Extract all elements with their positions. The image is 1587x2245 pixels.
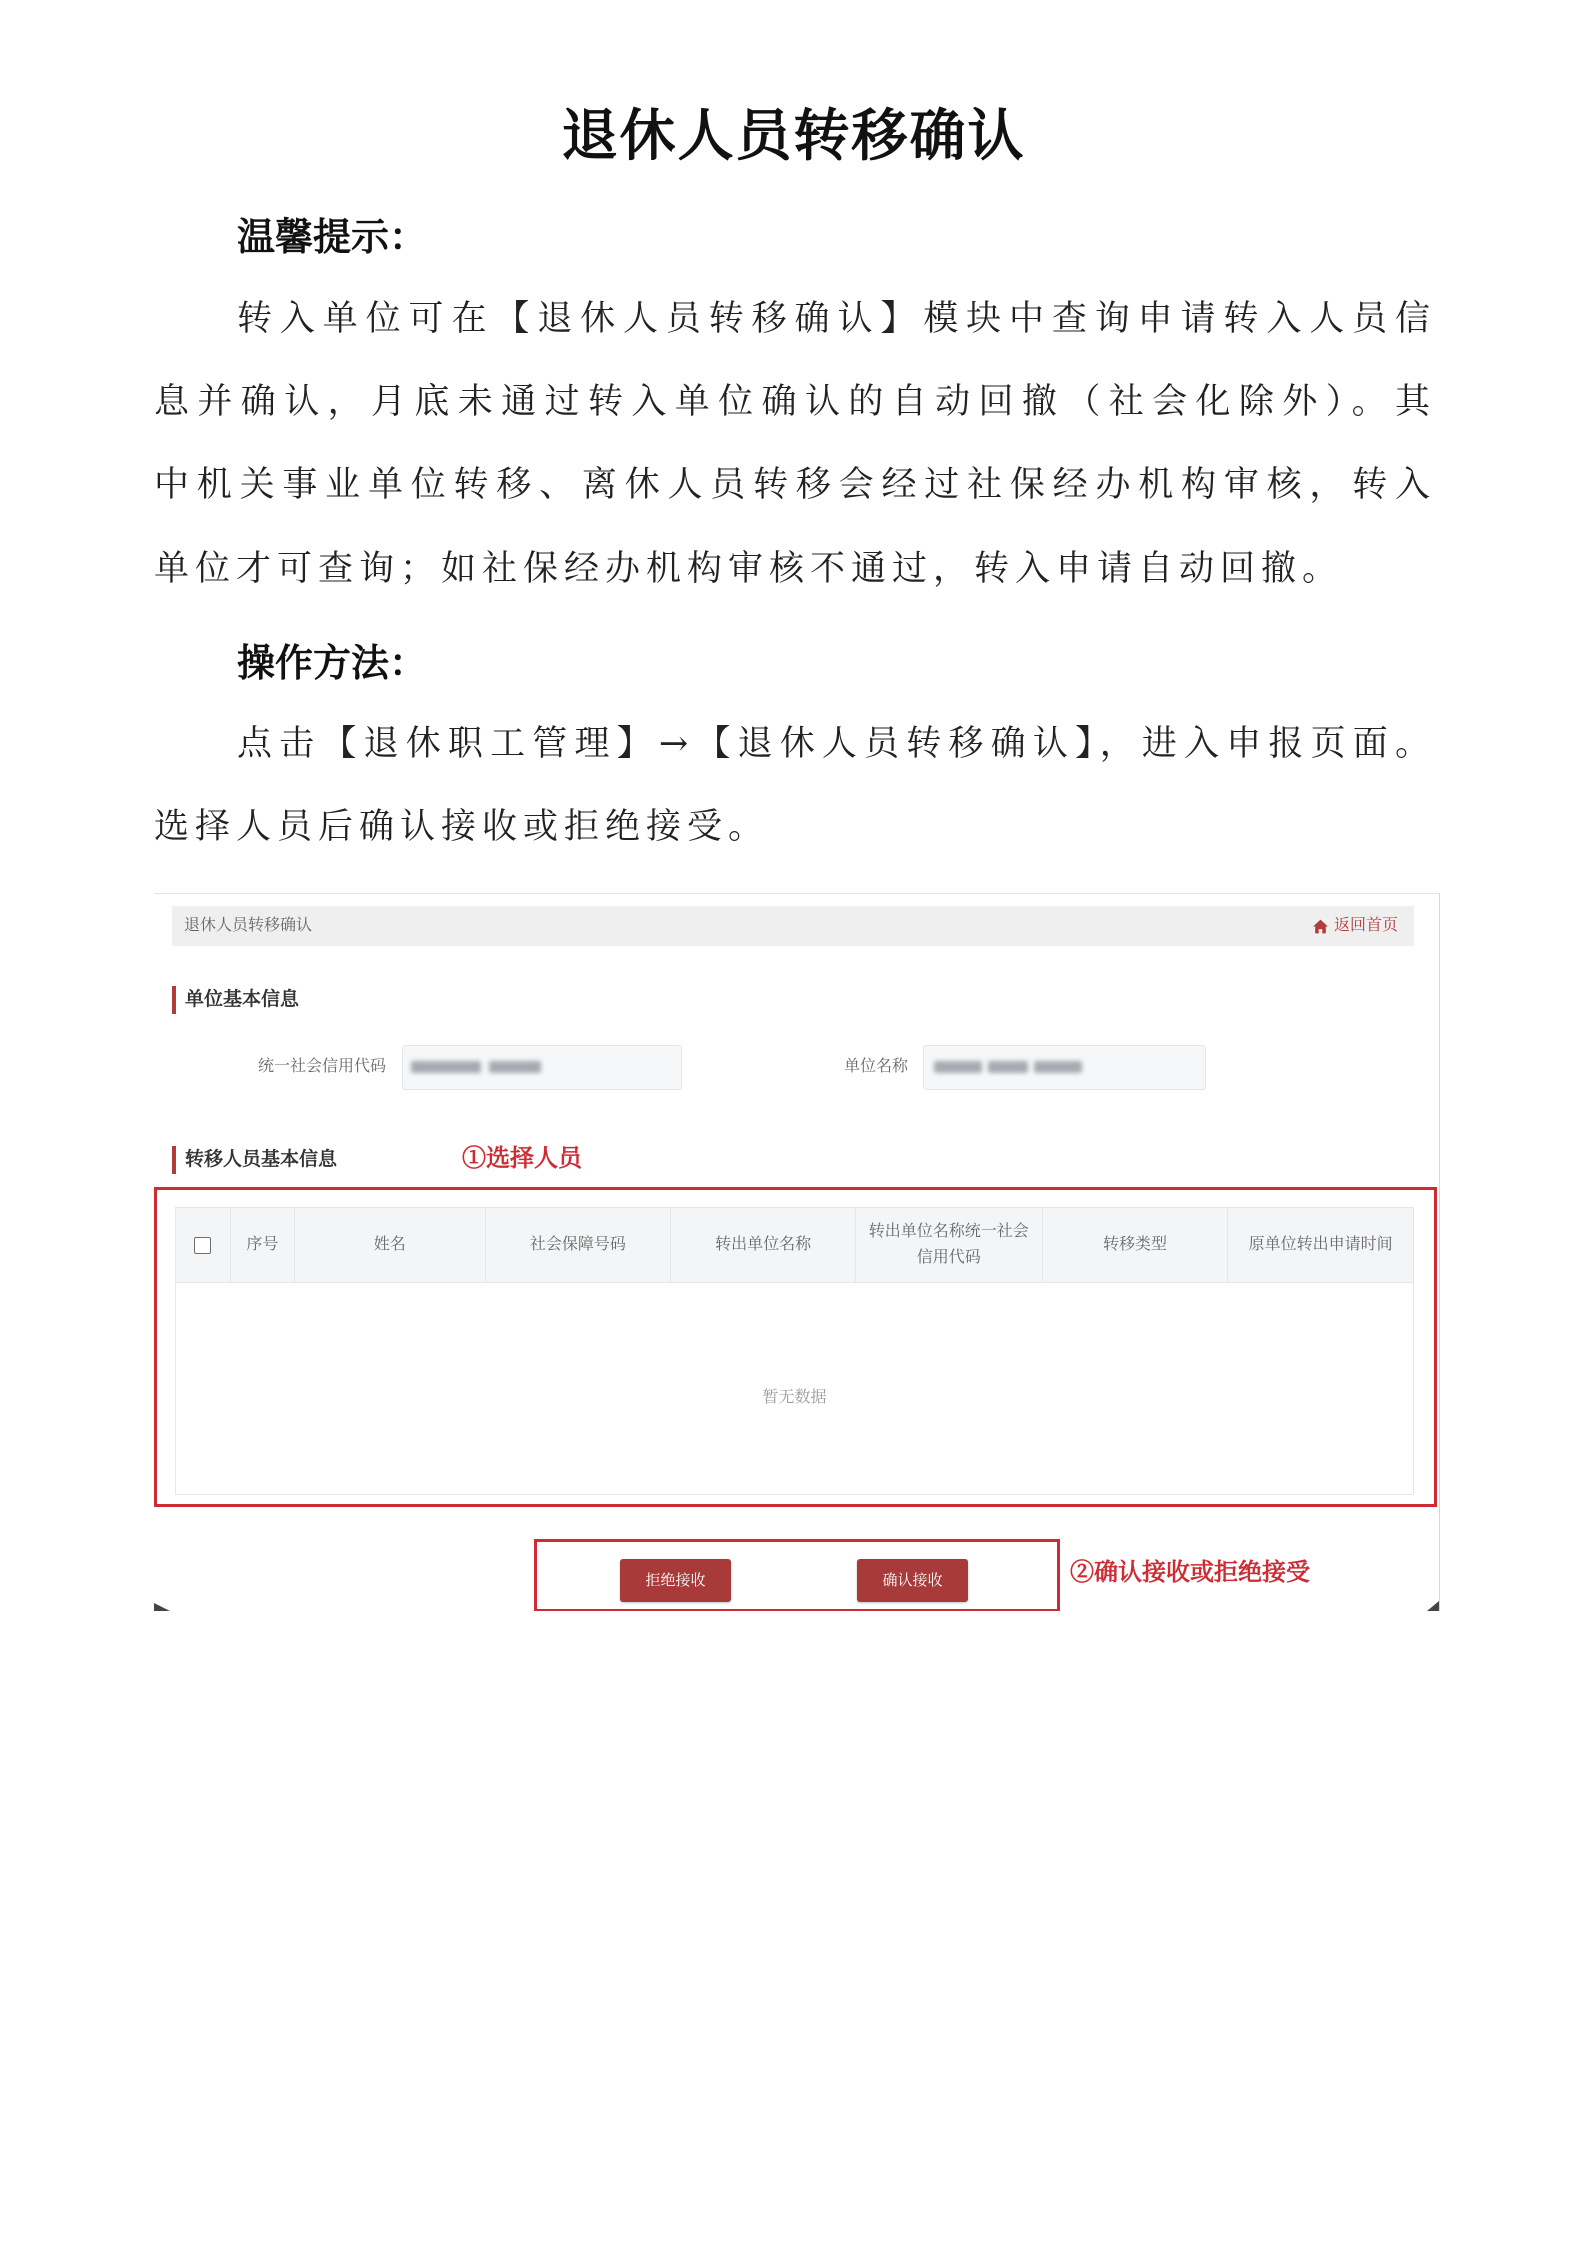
column-header[interactable]: 原单位转出申请时间 [1248, 1236, 1393, 1253]
home-link-label: 返回首页 [1333, 917, 1398, 934]
tips-line-2: 息并确认，月底未通过转入单位确认的自动回撤（社会化除外）。其 [154, 382, 1436, 422]
header-checkbox-cell [176, 1208, 231, 1282]
blurred-value [489, 1061, 541, 1073]
method-line-1: 点击【退休职工管理】→【退休人员转移确认】，进入申报页面。 [237, 724, 1436, 764]
method-heading: 操作方法： [237, 641, 428, 685]
section-title-transfer-info: 转移人员基本信息 [172, 1146, 337, 1174]
embedded-screenshot [154, 893, 1440, 1611]
home-link[interactable] [1312, 906, 1398, 946]
annotation-step-2: ②确认接收或拒绝接受 [1070, 1559, 1310, 1586]
breadcrumb: 退休人员转移确认 [184, 917, 313, 934]
section-title-unit-info: 单位基本信息 [172, 986, 299, 1014]
empty-state-text: 暂无数据 [762, 1389, 827, 1406]
select-all-checkbox[interactable] [194, 1237, 211, 1254]
blurred-value [934, 1061, 982, 1073]
blurred-value [1034, 1061, 1082, 1073]
home-icon [1312, 918, 1329, 935]
page-header-bar [172, 906, 1414, 946]
tips-line-4: 单位才可查询；如社保经办机构审核不通过，转入申请自动回撤。 [154, 549, 1344, 589]
blurred-value [988, 1061, 1028, 1073]
column-header[interactable]: 转移类型 [1043, 1208, 1229, 1282]
annotation-box-buttons [534, 1539, 1060, 1611]
page-title: 退休人员转移确认 [561, 103, 1026, 169]
credit-code-label: 统一社会信用代码 [258, 1058, 387, 1075]
column-header[interactable]: 姓名 [295, 1208, 486, 1282]
method-line-2: 选择人员后确认接收或拒绝接受。 [154, 807, 770, 847]
unit-name-field[interactable] [923, 1045, 1206, 1090]
column-header[interactable]: 序号 [231, 1208, 295, 1282]
tips-line-1: 转入单位可在【退休人员转移确认】模块中查询申请转入人员信 [237, 299, 1436, 339]
column-header[interactable]: 转出单位名称 [671, 1208, 856, 1282]
unit-name-label: 单位名称 [844, 1058, 909, 1075]
resize-corner-icon [1427, 1601, 1439, 1611]
tips-heading: 温馨提示： [237, 215, 428, 259]
column-header[interactable]: 社会保障号码 [486, 1208, 672, 1282]
table-header [175, 1207, 1414, 1283]
credit-code-field[interactable] [402, 1045, 682, 1090]
annotation-step-1: ①选择人员 [462, 1145, 582, 1172]
scroll-corner-icon [154, 1603, 170, 1611]
blurred-value [411, 1061, 481, 1073]
confirm-button[interactable]: 确认接收 [857, 1559, 968, 1602]
reject-button[interactable]: 拒绝接收 [620, 1559, 731, 1602]
table-body [175, 1283, 1414, 1495]
tips-line-3: 中机关事业单位转移、离休人员转移会经过社保经办机构审核，转入 [154, 465, 1436, 505]
column-header[interactable]: 转出单位名称统一社会信用代码 [856, 1208, 1043, 1282]
